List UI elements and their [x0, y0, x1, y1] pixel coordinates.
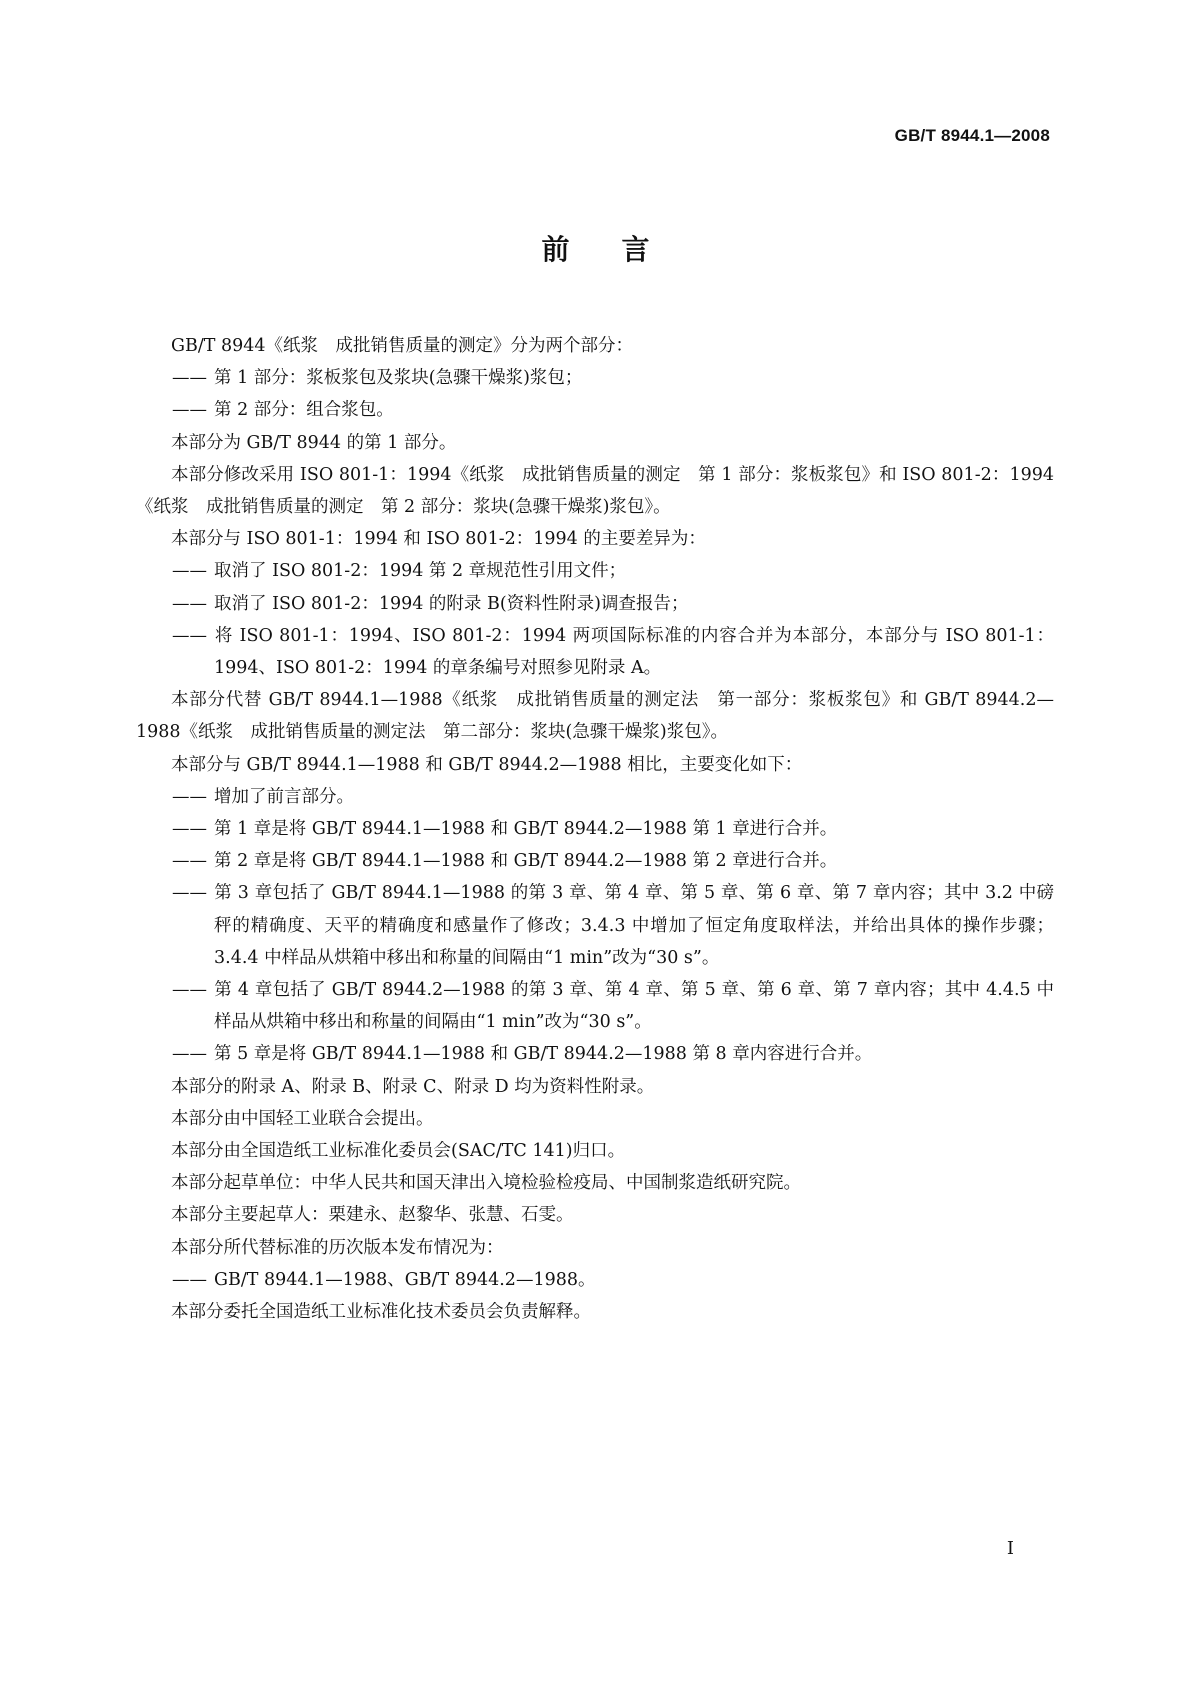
paragraph: 本部分与 GB/T 8944.1—1988 和 GB/T 8944.2—1988 相比，主要变化如下： [171, 754, 803, 775]
list-item [136, 1264, 1054, 1296]
list-dash: —— [172, 980, 207, 1001]
list-item-text: 增加了前言部分。 [214, 786, 354, 807]
list-item-text: 取消了 ISO 801-2：1994 第 2 章规范性引用文件； [214, 561, 627, 582]
paragraph: GB/T 8944《纸浆 成批销售质量的测定》分为两个部分： [171, 336, 634, 356]
list-dash: —— [172, 400, 207, 421]
list-dash: —— [172, 625, 207, 646]
list-item-text: 第 1 章是将 GB/T 8944.1—1988 和 GB/T 8944.2—1988 第 1 章进行合并。 [214, 819, 838, 840]
list-dash: —— [172, 883, 207, 904]
list-item [136, 620, 1054, 684]
list-item-text: 第 4 章包括了 GB/T 8944.2—1988 的第 3 章、第 4 章、第 5 章、第 6 章、第 7 章内容；其中 4.4.5 中样品从烘箱中移出和称量的间隔由“1 min”改为“30 s”。 [214, 980, 1054, 1033]
paragraph: 本部分由全国造纸工业标准化委员会(SAC/TC 141)归口。 [171, 1141, 626, 1162]
list-item-text: 取消了 ISO 801-2：1994 的附录 B(资料性附录)调查报告； [214, 593, 689, 614]
foreword-body [136, 330, 1054, 1328]
list-dash: —— [172, 561, 207, 582]
list-item [136, 974, 1054, 1038]
page-number: I [1006, 1538, 1014, 1559]
list-item-text: 第 1 部分：浆板浆包及浆块(急骤干燥浆)浆包； [214, 368, 583, 389]
paragraph: 本部分委托全国造纸工业标准化技术委员会负责解释。 [171, 1302, 591, 1323]
list-item [136, 813, 1054, 845]
list-dash: —— [172, 593, 207, 614]
list-dash: —— [172, 786, 207, 807]
paragraph: 本部分的附录 A、附录 B、附录 C、附录 D 均为资料性附录。 [171, 1076, 655, 1097]
list-item-text: 第 5 章是将 GB/T 8944.1—1988 和 GB/T 8944.2—1988 第 8 章内容进行合并。 [214, 1044, 873, 1065]
paragraph: 本部分为 GB/T 8944 的第 1 部分。 [171, 432, 457, 453]
list-item [136, 555, 1054, 587]
paragraph: 本部分所代替标准的历次版本发布情况为： [171, 1237, 504, 1258]
list-item [136, 845, 1054, 877]
list-item-text: 第 3 章包括了 GB/T 8944.1—1988 的第 3 章、第 4 章、第 5 章、第 6 章、第 7 章内容；其中 3.2 中磅秤的精确度、天平的精确度和感量作了修改；3.4.3 中增加了恒定角度取样法，并给出具体的操作步骤；3.4.4 中样品从烘箱中移出和称量的间隔由“1 min”改为“30 s”。 [214, 883, 1054, 968]
list-item [136, 1038, 1054, 1070]
list-dash: —— [172, 1044, 207, 1065]
paragraph: 本部分修改采用 ISO 801-1：1994《纸浆 成批销售质量的测定 第 1 部分：浆板浆包》和 ISO 801-2：1994《纸浆 成批销售质量的测定 第 2 部分：浆块(急骤干燥浆)浆包》。 [136, 464, 1054, 518]
list-item-text: 将 ISO 801-1：1994、ISO 801-2：1994 两项国际标准的内容合并为本部分，本部分与 ISO 801-1：1994、ISO 801-2：1994 的章条编号对照参见附录 A。 [214, 625, 1054, 679]
list-item [136, 588, 1054, 620]
list-item [136, 781, 1054, 813]
standard-number: GB/T 8944.1—2008 [894, 126, 1050, 145]
list-dash: —— [172, 1269, 207, 1290]
paragraph: 本部分主要起草人：栗建永、赵黎华、张慧、石雯。 [171, 1205, 574, 1226]
paragraph: 本部分由中国轻工业联合会提出。 [171, 1108, 434, 1129]
paragraph: 本部分代替 GB/T 8944.1—1988《纸浆 成批销售质量的测定法 第一部分：浆板浆包》和 GB/T 8944.2—1988《纸浆 成批销售质量的测定法 第二部分：浆块(急骤干燥浆)浆包》。 [136, 690, 1054, 743]
list-item-text: 第 2 章是将 GB/T 8944.1—1988 和 GB/T 8944.2—1988 第 2 章进行合并。 [214, 851, 838, 872]
list-dash: —— [172, 368, 207, 389]
list-dash: —— [172, 819, 207, 840]
list-item [136, 394, 1054, 426]
list-dash: —— [172, 851, 207, 872]
list-item-text: 第 2 部分：组合浆包。 [214, 400, 394, 421]
list-item-text: GB/T 8944.1—1988、GB/T 8944.2—1988。 [214, 1269, 596, 1290]
list-item [136, 877, 1054, 974]
paragraph: 本部分与 ISO 801-1：1994 和 ISO 801-2：1994 的主要差异为： [171, 529, 706, 550]
paragraph: 本部分起草单位：中华人民共和国天津出入境检验检疫局、中国制浆造纸研究院。 [171, 1173, 801, 1194]
list-item [136, 362, 1054, 394]
page-title: 前言 [541, 233, 702, 266]
